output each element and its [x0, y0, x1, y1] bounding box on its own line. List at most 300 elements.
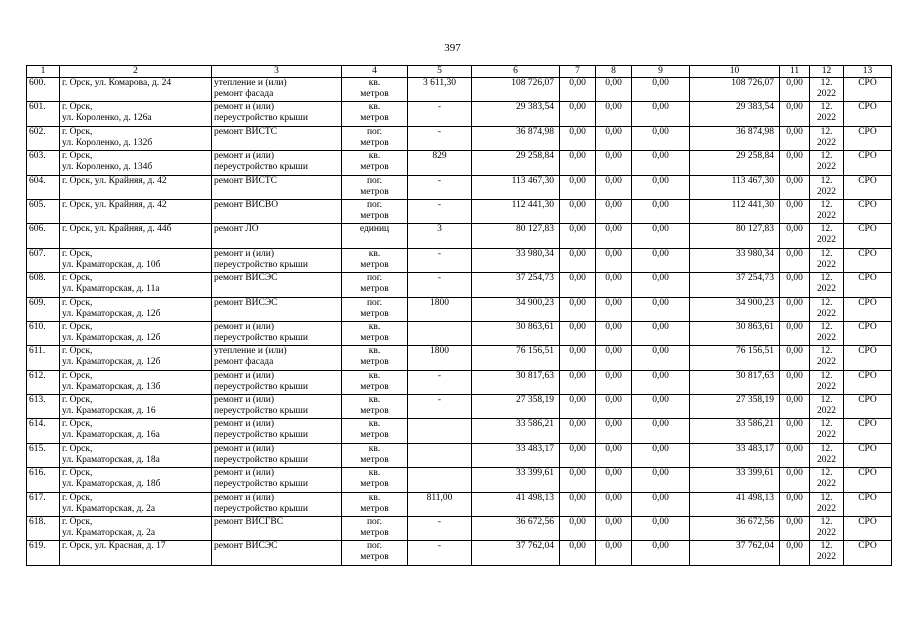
col7-cell — [560, 346, 596, 370]
col11-value: 0,00 — [786, 199, 803, 210]
address-cell — [60, 102, 212, 126]
row-number: 616. — [29, 468, 46, 479]
row-number-cell — [27, 224, 60, 248]
col8-cell — [596, 419, 632, 443]
col9-value: 0,00 — [652, 321, 669, 332]
work-type-line — [214, 138, 339, 149]
col9-value: 0,00 — [652, 395, 669, 406]
period-year: 2022 — [817, 308, 836, 319]
col9-cell — [632, 199, 690, 223]
unit-line: метров — [360, 89, 389, 99]
column-header: 3 — [212, 66, 342, 78]
col7-cell — [560, 273, 596, 297]
unit-cell — [342, 151, 408, 175]
period-month: 12. — [820, 102, 833, 113]
col10-value: 41 498,13 — [736, 492, 774, 503]
period-cell — [810, 151, 844, 175]
col8-value: 0,00 — [605, 419, 622, 430]
address-cell — [60, 517, 212, 541]
work-type-cell — [212, 78, 342, 102]
col11-value: 0,00 — [786, 517, 803, 528]
col11-cell — [780, 199, 810, 223]
row-number: 604. — [29, 175, 46, 186]
col11-value: 0,00 — [786, 102, 803, 113]
col9-cell — [632, 175, 690, 199]
quantity-value: - — [437, 541, 442, 552]
work-type-cell — [212, 419, 342, 443]
col8-cell — [596, 346, 632, 370]
work-type-line: ремонт и (или) — [214, 151, 275, 162]
col7-cell — [560, 517, 596, 541]
col7-cell — [560, 297, 596, 321]
unit-line — [344, 235, 405, 246]
method-value: СРО — [858, 517, 877, 528]
work-type-line — [214, 309, 339, 320]
col7-value: 0,00 — [569, 541, 586, 552]
unit-line: пог. — [366, 517, 383, 528]
total-cost-cell — [472, 541, 560, 565]
col7-value: 0,00 — [569, 199, 586, 210]
unit-line: метров — [360, 332, 389, 343]
quantity-cell — [408, 199, 472, 223]
method-value: СРО — [858, 78, 877, 88]
col8-value: 0,00 — [605, 224, 622, 235]
work-type-line: ремонт и (или) — [214, 395, 275, 406]
row-number-cell — [27, 395, 60, 419]
quantity-value — [410, 444, 469, 455]
col7-cell — [560, 175, 596, 199]
work-type-cell — [212, 273, 342, 297]
address-line: г. Орск, ул. Крайняя, д. 42 — [62, 175, 167, 186]
col8-value: 0,00 — [605, 248, 622, 259]
method-value: СРО — [858, 370, 877, 381]
col8-value: 0,00 — [605, 541, 622, 552]
period-year: 2022 — [817, 552, 836, 563]
method-value: СРО — [858, 175, 877, 186]
unit-line: пог. — [366, 126, 383, 137]
col7-cell — [560, 370, 596, 394]
total-cost-value: 76 156,51 — [516, 346, 554, 357]
address-line: г. Орск, — [62, 395, 93, 406]
total-cost-cell — [472, 78, 560, 102]
col11-value: 0,00 — [786, 175, 803, 186]
address-line: г. Орск, — [62, 248, 93, 259]
total-cost-cell — [472, 126, 560, 150]
row-number-cell — [27, 199, 60, 223]
col10-value: 33 586,21 — [736, 419, 774, 430]
column-header: 9 — [632, 66, 690, 78]
address-cell — [60, 224, 212, 248]
method-cell — [844, 517, 892, 541]
work-type-line: ремонт ВИСЭС — [214, 273, 278, 284]
table-row — [27, 370, 892, 394]
col10-cell — [690, 443, 780, 467]
col7-value: 0,00 — [569, 78, 586, 88]
table-row — [27, 517, 892, 541]
quantity-value — [410, 322, 469, 333]
work-type-line — [214, 187, 339, 198]
col10-cell — [690, 419, 780, 443]
row-number: 605. — [29, 199, 46, 210]
col7-value: 0,00 — [569, 346, 586, 357]
column-number-header-row — [27, 66, 892, 78]
method-cell — [844, 321, 892, 345]
address-line: ул. Краматорская, д. 12б — [62, 308, 161, 319]
address-cell — [60, 443, 212, 467]
col8-value: 0,00 — [605, 151, 622, 162]
total-cost-value: 108 726,07 — [511, 78, 554, 88]
period-month: 12. — [820, 151, 833, 162]
row-number-cell — [27, 151, 60, 175]
col7-value: 0,00 — [569, 126, 586, 137]
unit-line: метров — [360, 381, 389, 392]
col9-value: 0,00 — [652, 102, 669, 113]
period-cell — [810, 175, 844, 199]
table-row — [27, 102, 892, 126]
column-header: 1 — [27, 66, 60, 78]
work-type-line: утепление и (или) — [214, 78, 287, 88]
col10-value: 33 399,61 — [736, 468, 774, 479]
method-cell — [844, 248, 892, 272]
row-number: 615. — [29, 443, 46, 454]
col9-cell — [632, 126, 690, 150]
col11-cell — [780, 395, 810, 419]
total-cost-value: 33 483,17 — [516, 443, 554, 454]
total-cost-value: 37 762,04 — [516, 541, 554, 552]
unit-line: метров — [360, 454, 389, 465]
quantity-value — [410, 419, 469, 430]
unit-cell — [342, 370, 408, 394]
method-cell — [844, 541, 892, 565]
method-cell — [844, 492, 892, 516]
period-cell — [810, 102, 844, 126]
col11-value: 0,00 — [786, 78, 803, 88]
address-cell — [60, 370, 212, 394]
table-row — [27, 395, 892, 419]
unit-line: кв. — [368, 370, 381, 381]
method-cell — [844, 102, 892, 126]
period-cell — [810, 78, 844, 102]
col8-value: 0,00 — [605, 297, 622, 308]
col10-cell — [690, 102, 780, 126]
col7-value: 0,00 — [569, 151, 586, 162]
col8-value: 0,00 — [605, 468, 622, 479]
method-value: СРО — [858, 468, 877, 479]
total-cost-value: 33 586,21 — [516, 419, 554, 430]
period-month: 12. — [820, 224, 833, 235]
col9-cell — [632, 541, 690, 565]
row-number-cell — [27, 273, 60, 297]
col11-cell — [780, 370, 810, 394]
row-number: 613. — [29, 395, 46, 406]
period-year: 2022 — [817, 89, 836, 99]
col10-cell — [690, 175, 780, 199]
row-number: 619. — [29, 541, 46, 552]
total-cost-value: 37 254,73 — [516, 273, 554, 284]
method-value: СРО — [858, 126, 877, 137]
table-row — [27, 419, 892, 443]
unit-line: кв. — [368, 346, 381, 357]
total-cost-value: 36 874,98 — [516, 126, 554, 137]
method-value: СРО — [858, 492, 877, 503]
period-month: 12. — [820, 321, 833, 332]
unit-line: метров — [360, 430, 389, 441]
col10-cell — [690, 346, 780, 370]
col8-value: 0,00 — [605, 273, 622, 284]
col9-cell — [632, 321, 690, 345]
period-year: 2022 — [817, 357, 836, 368]
method-value: СРО — [858, 151, 877, 162]
address-line: ул. Краматорская, д. 13б — [62, 381, 161, 392]
unit-cell — [342, 297, 408, 321]
column-header: 2 — [60, 66, 212, 78]
col11-cell — [780, 151, 810, 175]
work-type-cell — [212, 395, 342, 419]
col7-value: 0,00 — [569, 248, 586, 259]
table-row — [27, 297, 892, 321]
work-type-line: ремонт и (или) — [214, 370, 275, 381]
address-line — [62, 211, 209, 222]
col7-cell — [560, 78, 596, 102]
address-cell — [60, 126, 212, 150]
period-cell — [810, 321, 844, 345]
row-number: 612. — [29, 370, 46, 381]
period-year: 2022 — [817, 113, 836, 124]
address-line: г. Орск, — [62, 102, 93, 113]
unit-line: кв. — [368, 492, 381, 503]
column-header: 8 — [596, 66, 632, 78]
method-cell — [844, 468, 892, 492]
col9-cell — [632, 370, 690, 394]
total-cost-value: 29 258,84 — [516, 151, 554, 162]
total-cost-value: 33 980,34 — [516, 248, 554, 259]
col8-cell — [596, 126, 632, 150]
work-type-line: переустройство крыши — [214, 113, 308, 124]
col8-cell — [596, 541, 632, 565]
method-value: СРО — [858, 199, 877, 210]
total-cost-value: 33 399,61 — [516, 468, 554, 479]
quantity-cell — [408, 370, 472, 394]
col11-value: 0,00 — [786, 346, 803, 357]
address-line: ул. Короленко, д. 126а — [62, 113, 152, 124]
col10-value: 112 441,30 — [731, 199, 774, 210]
address-cell — [60, 151, 212, 175]
work-type-cell — [212, 151, 342, 175]
total-cost-cell — [472, 468, 560, 492]
unit-cell — [342, 126, 408, 150]
col7-value: 0,00 — [569, 321, 586, 332]
unit-line: метров — [360, 503, 389, 514]
work-type-line: ремонт и (или) — [214, 492, 275, 503]
address-line — [62, 235, 209, 246]
page-number: 397 — [444, 42, 461, 54]
unit-line: метров — [360, 284, 389, 295]
total-cost-value: 113 467,30 — [511, 175, 554, 186]
col10-cell — [690, 297, 780, 321]
period-month: 12. — [820, 517, 833, 528]
method-cell — [844, 297, 892, 321]
period-year: 2022 — [817, 162, 836, 173]
row-number-cell — [27, 517, 60, 541]
address-line: г. Орск, — [62, 297, 93, 308]
col8-cell — [596, 492, 632, 516]
unit-line: кв. — [368, 102, 381, 113]
col9-cell — [632, 346, 690, 370]
unit-cell — [342, 102, 408, 126]
col11-cell — [780, 224, 810, 248]
col8-value: 0,00 — [605, 321, 622, 332]
row-number-cell — [27, 297, 60, 321]
column-header: 12 — [810, 66, 844, 78]
period-cell — [810, 395, 844, 419]
unit-line: метров — [360, 113, 389, 124]
row-number-cell — [27, 346, 60, 370]
method-value: СРО — [858, 346, 877, 357]
total-cost-value: 29 383,54 — [516, 102, 554, 113]
address-line — [62, 89, 209, 100]
col7-cell — [560, 224, 596, 248]
col8-value: 0,00 — [605, 395, 622, 406]
col11-value: 0,00 — [786, 224, 803, 235]
row-number-cell — [27, 541, 60, 565]
col10-value: 34 900,23 — [736, 297, 774, 308]
total-cost-value: 27 358,19 — [516, 395, 554, 406]
work-type-cell — [212, 443, 342, 467]
quantity-value: 3 611,30 — [423, 78, 456, 88]
total-cost-cell — [472, 370, 560, 394]
unit-line: метров — [360, 162, 389, 173]
unit-cell — [342, 248, 408, 272]
repair-registry-table — [26, 65, 892, 566]
total-cost-value: 41 498,13 — [516, 492, 554, 503]
total-cost-cell — [472, 273, 560, 297]
col11-value: 0,00 — [786, 273, 803, 284]
row-number: 617. — [29, 492, 46, 503]
col9-cell — [632, 273, 690, 297]
unit-line: кв. — [368, 321, 381, 332]
total-cost-cell — [472, 443, 560, 467]
col9-cell — [632, 151, 690, 175]
col9-value: 0,00 — [652, 78, 669, 88]
quantity-value: 1800 — [430, 297, 449, 308]
address-line: ул. Краматорская, д. 2а — [62, 503, 156, 514]
address-line: ул. Краматорская, д. 12б — [62, 357, 161, 368]
col8-cell — [596, 297, 632, 321]
col10-cell — [690, 370, 780, 394]
col9-value: 0,00 — [652, 248, 669, 259]
period-year: 2022 — [817, 137, 836, 148]
col10-cell — [690, 492, 780, 516]
col8-cell — [596, 395, 632, 419]
col8-cell — [596, 468, 632, 492]
period-month: 12. — [820, 468, 833, 479]
unit-line: кв. — [368, 468, 381, 479]
col11-cell — [780, 517, 810, 541]
unit-line: метров — [360, 406, 389, 417]
col9-cell — [632, 492, 690, 516]
row-number-cell — [27, 370, 60, 394]
col11-value: 0,00 — [786, 492, 803, 503]
period-month: 12. — [820, 175, 833, 186]
method-cell — [844, 346, 892, 370]
address-line: г. Орск, ул. Крайняя, д. 42 — [62, 199, 167, 210]
quantity-value: 829 — [432, 151, 447, 162]
col10-cell — [690, 517, 780, 541]
quantity-value: - — [437, 273, 442, 284]
col10-cell — [690, 126, 780, 150]
unit-line: метров — [360, 137, 389, 148]
col11-value: 0,00 — [786, 151, 803, 162]
row-number: 601. — [29, 102, 46, 113]
period-month: 12. — [820, 541, 833, 552]
row-number: 607. — [29, 248, 46, 259]
quantity-cell — [408, 517, 472, 541]
col9-cell — [632, 517, 690, 541]
work-type-line: ремонт и (или) — [214, 102, 275, 113]
col9-value: 0,00 — [652, 346, 669, 357]
col7-cell — [560, 151, 596, 175]
col10-value: 80 127,83 — [736, 224, 774, 235]
method-cell — [844, 273, 892, 297]
quantity-cell — [408, 297, 472, 321]
address-cell — [60, 468, 212, 492]
col7-value: 0,00 — [569, 517, 586, 528]
row-number-cell — [27, 78, 60, 102]
col11-value: 0,00 — [786, 541, 803, 552]
quantity-cell — [408, 102, 472, 126]
quantity-cell — [408, 541, 472, 565]
method-value: СРО — [858, 321, 877, 332]
work-type-cell — [212, 199, 342, 223]
col10-value: 30 817,63 — [736, 370, 774, 381]
work-type-cell — [212, 346, 342, 370]
work-type-line — [214, 552, 339, 563]
unit-cell — [342, 78, 408, 102]
period-cell — [810, 370, 844, 394]
quantity-cell — [408, 151, 472, 175]
address-cell — [60, 419, 212, 443]
col9-value: 0,00 — [652, 443, 669, 454]
col8-cell — [596, 78, 632, 102]
col10-value: 27 358,19 — [736, 395, 774, 406]
col8-cell — [596, 102, 632, 126]
col7-value: 0,00 — [569, 419, 586, 430]
col7-value: 0,00 — [569, 370, 586, 381]
period-cell — [810, 126, 844, 150]
quantity-cell — [408, 175, 472, 199]
col8-cell — [596, 370, 632, 394]
col11-cell — [780, 419, 810, 443]
period-year: 2022 — [817, 259, 836, 270]
unit-line: метров — [360, 210, 389, 221]
col11-value: 0,00 — [786, 297, 803, 308]
row-number: 608. — [29, 273, 46, 284]
work-type-line: ремонт ВИСТС — [214, 175, 278, 186]
work-type-line: переустройство крыши — [214, 259, 308, 270]
work-type-line: ремонт фасада — [214, 89, 274, 99]
total-cost-cell — [472, 248, 560, 272]
quantity-value — [410, 468, 469, 479]
col9-value: 0,00 — [652, 492, 669, 503]
address-cell — [60, 199, 212, 223]
col7-value: 0,00 — [569, 492, 586, 503]
method-cell — [844, 78, 892, 102]
column-header: 6 — [472, 66, 560, 78]
address-line: ул. Краматорская, д. 18б — [62, 479, 161, 490]
column-header: 7 — [560, 66, 596, 78]
period-year: 2022 — [817, 235, 836, 246]
period-cell — [810, 443, 844, 467]
